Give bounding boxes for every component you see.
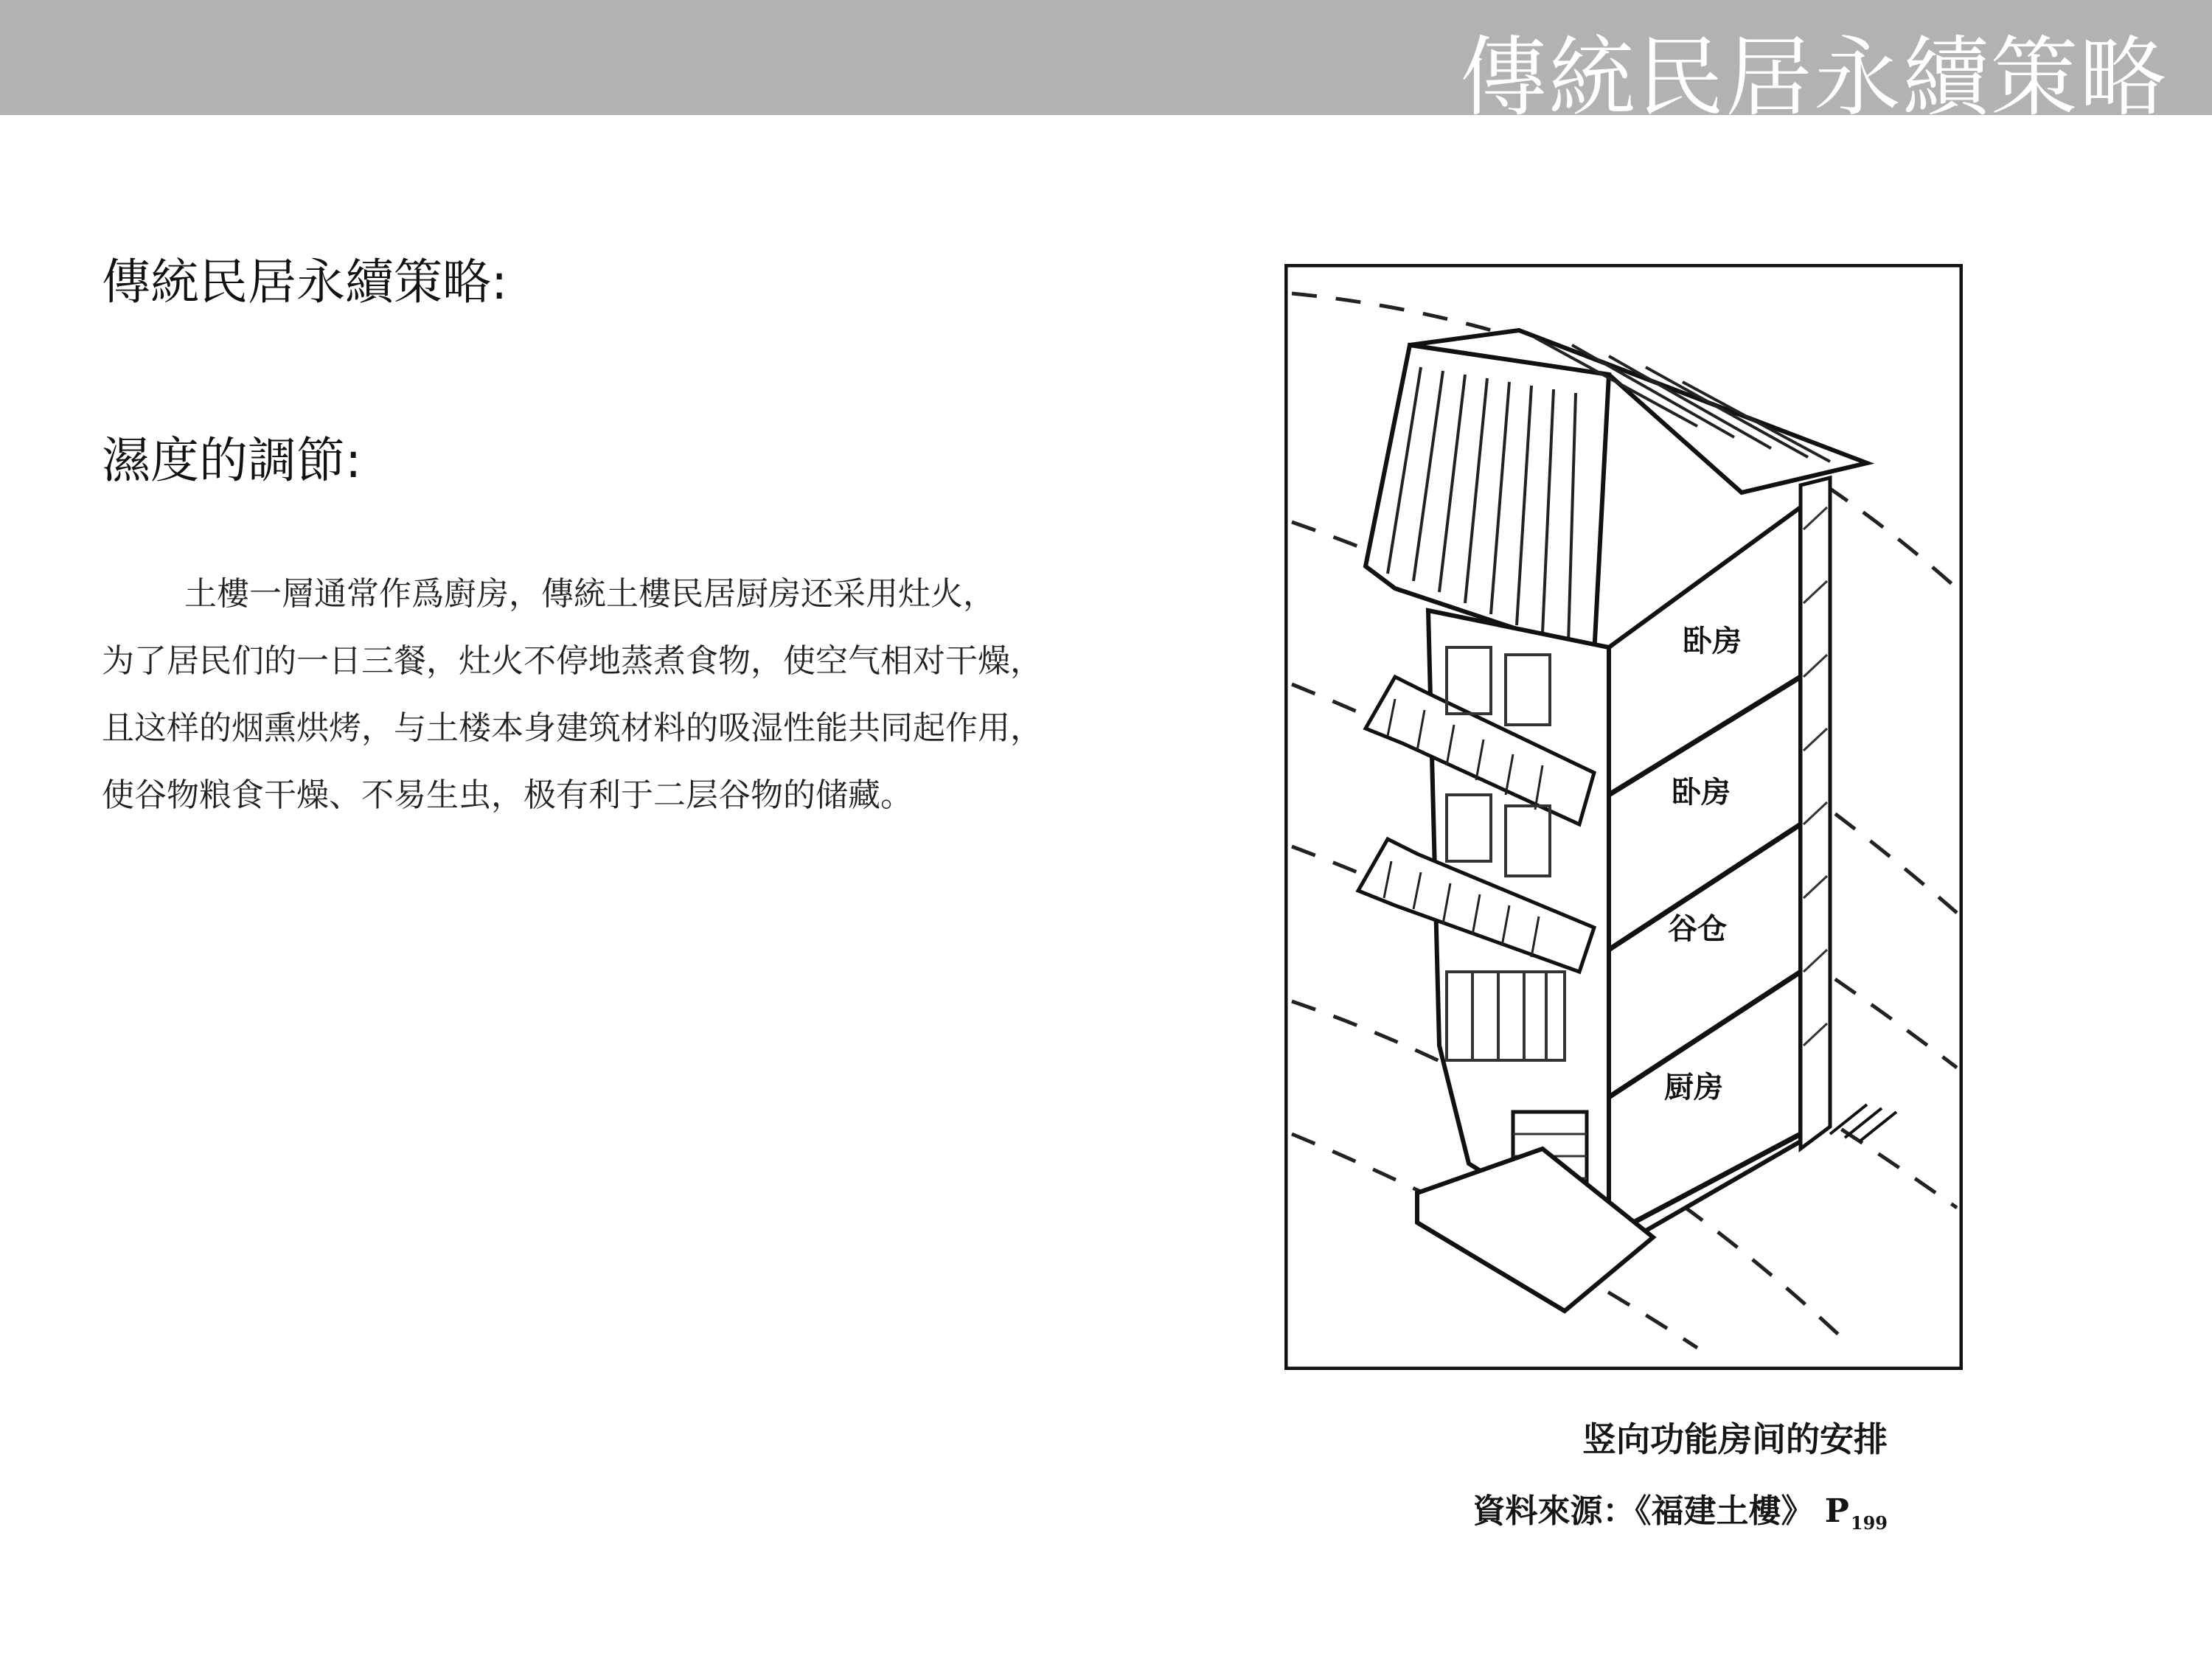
label-bedroom-second: 卧房	[1672, 776, 1731, 810]
body-line-4: 使谷物粮食干燥、不易生虫，极有利于二层谷物的储藏。	[102, 776, 913, 814]
subsection-title: 濕度的調節:	[102, 432, 362, 489]
figure-caption: 竖向功能房间的安排	[1582, 1419, 1888, 1459]
label-granary: 谷仓	[1668, 912, 1727, 946]
header-title: 傳統民居永續策略	[1459, 27, 2168, 128]
source-text: 資料來源：《福建土樓》 P	[1472, 1492, 1849, 1530]
label-kitchen: 厨房	[1664, 1071, 1723, 1105]
body-line-1: 土樓一層通常作爲廚房，傳統土樓民居厨房还采用灶火，	[184, 575, 995, 613]
section-title: 傳統民居永續策略:	[102, 254, 508, 310]
source-page: 199	[1850, 1512, 1888, 1534]
body-paragraph	[102, 560, 1208, 829]
label-bedroom-top: 卧房	[1683, 625, 1742, 658]
tulou-sketch-illustration	[1284, 264, 1963, 1370]
body-line-2: 为了居民们的一日三餐，灶火不停地蒸煮食物，使空气相对干燥，	[102, 642, 1043, 680]
body-line-3: 且这样的烟熏烘烤，与土楼本身建筑材料的吸湿性能共同起作用，	[102, 709, 1043, 747]
tulou-section-drawing	[1284, 264, 1963, 1370]
header-bar	[0, 0, 2212, 128]
figure-source	[1386, 1489, 1888, 1545]
